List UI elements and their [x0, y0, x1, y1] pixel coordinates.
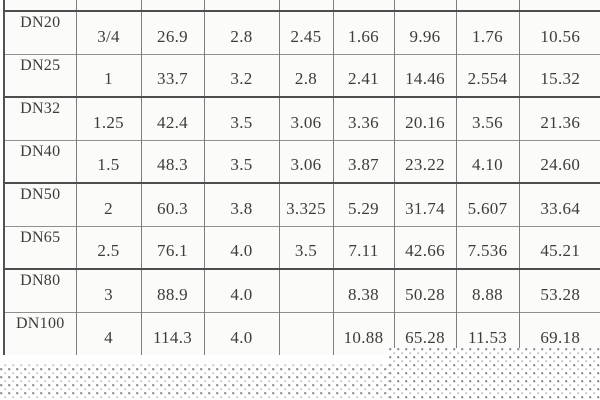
- value-cell: 5.29: [333, 183, 394, 226]
- value-cell: 3.06: [279, 97, 333, 140]
- table-row: [4, 140, 600, 183]
- value-cell: 10.88: [333, 312, 394, 355]
- value-cell: [279, 312, 333, 355]
- table-row: [4, 183, 600, 226]
- value-cell: 4: [76, 312, 141, 355]
- value-cell: 7.536: [456, 226, 519, 269]
- value-cell: 3.8: [204, 183, 279, 226]
- value-cell: 2.5: [76, 226, 141, 269]
- value-cell: 114.3: [141, 312, 204, 355]
- value-cell: 2.45: [279, 11, 333, 54]
- value-cell: 42.66: [394, 226, 456, 269]
- value-cell: 65.28: [394, 312, 456, 355]
- value-cell: 3.56: [456, 97, 519, 140]
- dn-label-cell: [4, 0, 76, 11]
- value-cell: 76.1: [141, 226, 204, 269]
- dn-label-cell: DN80: [4, 269, 76, 312]
- value-cell: 11.53: [456, 312, 519, 355]
- value-cell: [279, 269, 333, 312]
- halftone-patch-bottom-right: [389, 348, 600, 400]
- dn-label-cell: DN65: [4, 226, 76, 269]
- dn-label-cell: DN20: [4, 11, 76, 54]
- value-cell: [141, 0, 204, 11]
- dn-label-cell: DN40: [4, 140, 76, 183]
- value-cell: 21.36: [519, 97, 600, 140]
- value-cell: 42.4: [141, 97, 204, 140]
- value-cell: 9.96: [394, 11, 456, 54]
- value-cell: 31.74: [394, 183, 456, 226]
- value-cell: 2.41: [333, 54, 394, 97]
- value-cell: 1: [76, 54, 141, 97]
- value-cell: 33.7: [141, 54, 204, 97]
- value-cell: 4.0: [204, 269, 279, 312]
- table-row: [4, 226, 600, 269]
- dn-label-cell: DN100: [4, 312, 76, 355]
- value-cell: 4.10: [456, 140, 519, 183]
- value-cell: 3/4: [76, 11, 141, 54]
- table-row: [4, 269, 600, 312]
- value-cell: [519, 0, 600, 11]
- pipe-size-table: [3, 0, 600, 355]
- value-cell: 1.76: [456, 11, 519, 54]
- value-cell: 3.06: [279, 140, 333, 183]
- value-cell: 3.87: [333, 140, 394, 183]
- pipe-table-body: [4, 0, 600, 355]
- value-cell: 24.60: [519, 140, 600, 183]
- value-cell: 3.5: [204, 140, 279, 183]
- value-cell: 3.36: [333, 97, 394, 140]
- value-cell: 50.28: [394, 269, 456, 312]
- table-row: [4, 11, 600, 54]
- value-cell: 3.2: [204, 54, 279, 97]
- value-cell: 60.3: [141, 183, 204, 226]
- value-cell: 4.0: [204, 312, 279, 355]
- value-cell: 8.38: [333, 269, 394, 312]
- value-cell: 53.28: [519, 269, 600, 312]
- value-cell: 8.88: [456, 269, 519, 312]
- value-cell: [279, 0, 333, 11]
- table-row: [4, 97, 600, 140]
- value-cell: 45.21: [519, 226, 600, 269]
- value-cell: [333, 0, 394, 11]
- value-cell: 1.25: [76, 97, 141, 140]
- value-cell: 7.11: [333, 226, 394, 269]
- value-cell: 2.8: [279, 54, 333, 97]
- value-cell: 3: [76, 269, 141, 312]
- value-cell: 1.5: [76, 140, 141, 183]
- value-cell: 2.8: [204, 11, 279, 54]
- table-row: [4, 54, 600, 97]
- value-cell: 2: [76, 183, 141, 226]
- value-cell: 10.56: [519, 11, 600, 54]
- value-cell: 3.325: [279, 183, 333, 226]
- value-cell: [204, 0, 279, 11]
- value-cell: 2.554: [456, 54, 519, 97]
- dn-label-cell: DN32: [4, 97, 76, 140]
- value-cell: 3.5: [204, 97, 279, 140]
- table-row: [4, 0, 600, 11]
- value-cell: 69.18: [519, 312, 600, 355]
- value-cell: 48.3: [141, 140, 204, 183]
- value-cell: 20.16: [394, 97, 456, 140]
- value-cell: 5.607: [456, 183, 519, 226]
- value-cell: 33.64: [519, 183, 600, 226]
- value-cell: [456, 0, 519, 11]
- dn-label-cell: DN25: [4, 54, 76, 97]
- dn-label-cell: DN50: [4, 183, 76, 226]
- value-cell: [394, 0, 456, 11]
- value-cell: [76, 0, 141, 11]
- value-cell: 4.0: [204, 226, 279, 269]
- value-cell: 15.32: [519, 54, 600, 97]
- value-cell: 23.22: [394, 140, 456, 183]
- value-cell: 3.5: [279, 226, 333, 269]
- value-cell: 26.9: [141, 11, 204, 54]
- value-cell: 88.9: [141, 269, 204, 312]
- value-cell: 14.46: [394, 54, 456, 97]
- value-cell: 1.66: [333, 11, 394, 54]
